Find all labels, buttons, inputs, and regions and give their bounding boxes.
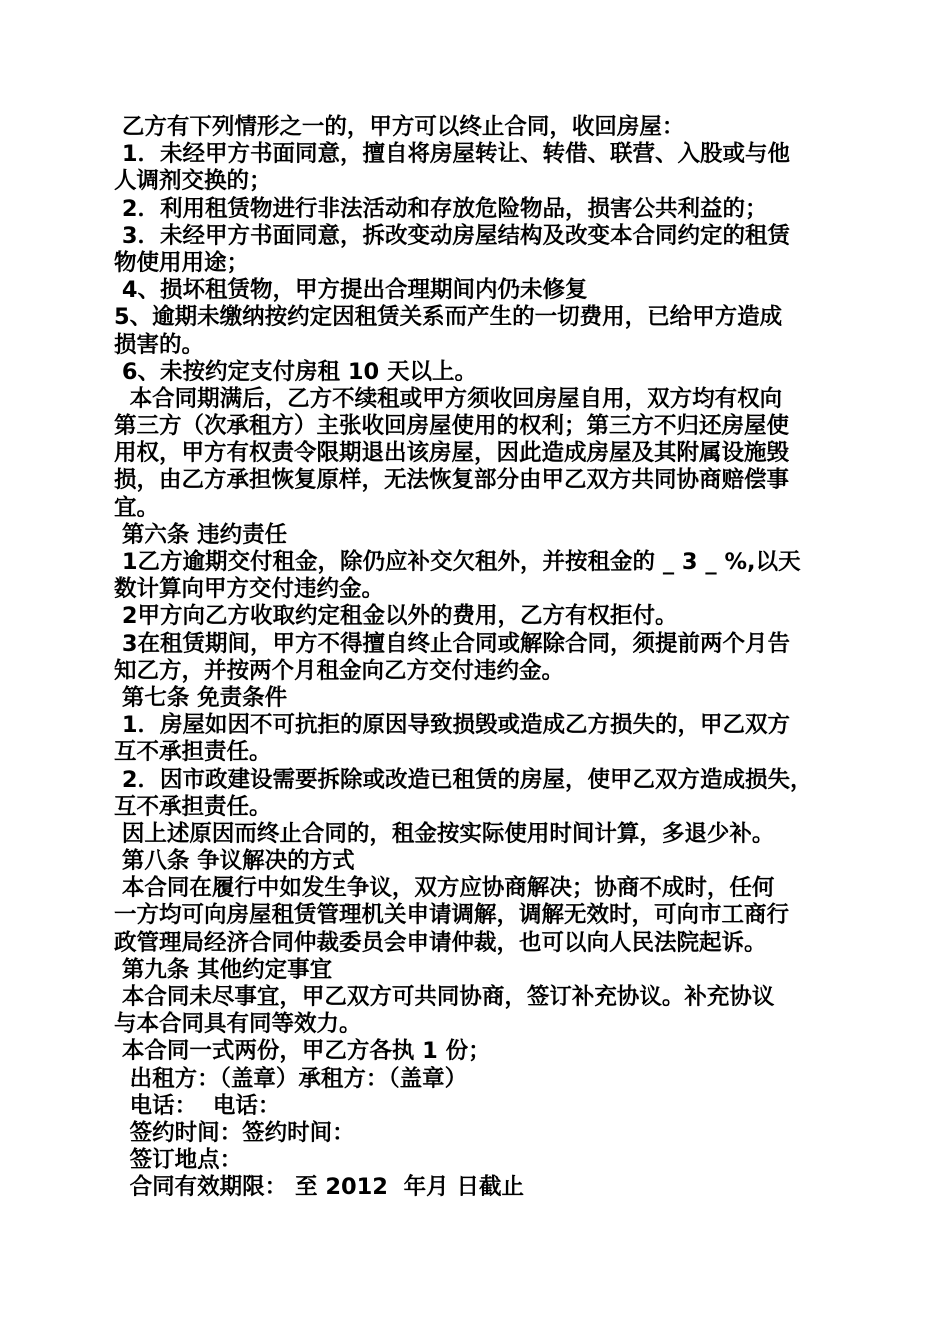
- text-line: 本合同一式两份，甲乙方各执 1 份；: [114, 1038, 491, 1065]
- text-line: 本合同未尽事宜，甲乙双方可共同协商，签订补充协议。补充协议: [114, 984, 775, 1010]
- text-line: 损害的。: [114, 331, 205, 358]
- text-line: 1乙方逾期交付租金，除仍应补交欠租外，并按租金的 _ 3 _ %,以天: [114, 549, 801, 575]
- text-line: 2．因市政建设需要拆除或改造已租赁的房屋，使甲乙双方造成损失，: [114, 766, 813, 793]
- text-line: 第三方（次承租方）主张收回房屋使用的权利；第三方不归还房屋使: [114, 413, 790, 440]
- text-line: 政管理局经济合同仲裁委员会申请仲裁，也可以向人民法院起诉。: [114, 929, 767, 956]
- text-line: 电话： 电话：: [114, 1092, 281, 1119]
- text-line: 6、未按约定支付房租 10 天以上。: [114, 358, 477, 385]
- text-line: 乙方有下列情形之一的，甲方可以终止合同，收回房屋：: [114, 114, 685, 140]
- text-line: 5、逾期未缴纳按约定因租赁关系而产生的一切费用，已给甲方造成: [114, 304, 783, 331]
- text-line: 与本合同具有同等效力。: [114, 1011, 362, 1038]
- text-line: 3在租赁期间，甲方不得擅自终止合同或解除合同，须提前两个月告: [114, 630, 790, 657]
- text-line: 4、损坏租赁物，甲方提出合理期间内仍未修复: [114, 277, 588, 304]
- text-line: 一方均可向房屋租赁管理机关申请调解，调解无效时，可向市工商行: [114, 902, 790, 929]
- text-line: 2甲方向乙方收取约定租金以外的费用，乙方有权拒付。: [114, 603, 678, 630]
- text-line: 用权，甲方有权责令限期退出该房屋，因此造成房屋及其附属设施毁: [114, 440, 790, 467]
- text-line: 互不承担责任。: [114, 739, 272, 766]
- text-line: 宜。: [114, 494, 160, 521]
- text-line: 本合同期满后，乙方不续租或甲方须收回房屋自用，双方均有权向: [114, 385, 783, 412]
- text-line: 损，由乙方承担恢复原样，无法恢复部分由甲乙双方共同协商赔偿事: [114, 467, 790, 494]
- text-line: 1．房屋如因不可抗拒的原因导致损毁或造成乙方损失的，甲乙双方: [114, 712, 790, 739]
- text-line: 2．利用租赁物进行非法活动和存放危险物品，损害公共利益的；: [114, 195, 768, 222]
- text-line: 知乙方，并按两个月租金向乙方交付违约金。: [114, 657, 565, 684]
- text-line: 出租方：（盖章）承租方：（盖章）: [114, 1065, 468, 1092]
- contract-text-body: [114, 114, 844, 1202]
- text-line: 第六条 违约责任: [114, 521, 288, 548]
- text-line: 3．未经甲方书面同意，拆改变动房屋结构及改变本合同约定的租赁: [114, 222, 790, 249]
- text-line: 合同有效期限： 至 2012 年月 日截止: [114, 1174, 524, 1201]
- text-line: 本合同在履行中如发生争议，双方应协商解决；协商不成时，任何: [114, 875, 775, 902]
- text-line: 签订地点：: [114, 1147, 243, 1174]
- text-line: 第七条 免责条件: [114, 684, 288, 711]
- text-line: 数计算向甲方交付违约金。: [114, 576, 385, 603]
- text-line: 签约时间：签约时间：: [114, 1119, 355, 1146]
- text-line: 第九条 其他约定事宜: [114, 956, 333, 983]
- text-line: 物使用用途；: [114, 249, 250, 276]
- text-line: 互不承担责任。: [114, 793, 272, 820]
- text-line: 1．未经甲方书面同意，擅自将房屋转让、转借、联营、入股或与他: [114, 141, 790, 168]
- text-line: 第八条 争议解决的方式: [114, 848, 355, 875]
- text-line: 因上述原因而终止合同的，租金按实际使用时间计算，多退少补。: [114, 820, 775, 847]
- text-line: 人调剂交换的；: [114, 168, 272, 195]
